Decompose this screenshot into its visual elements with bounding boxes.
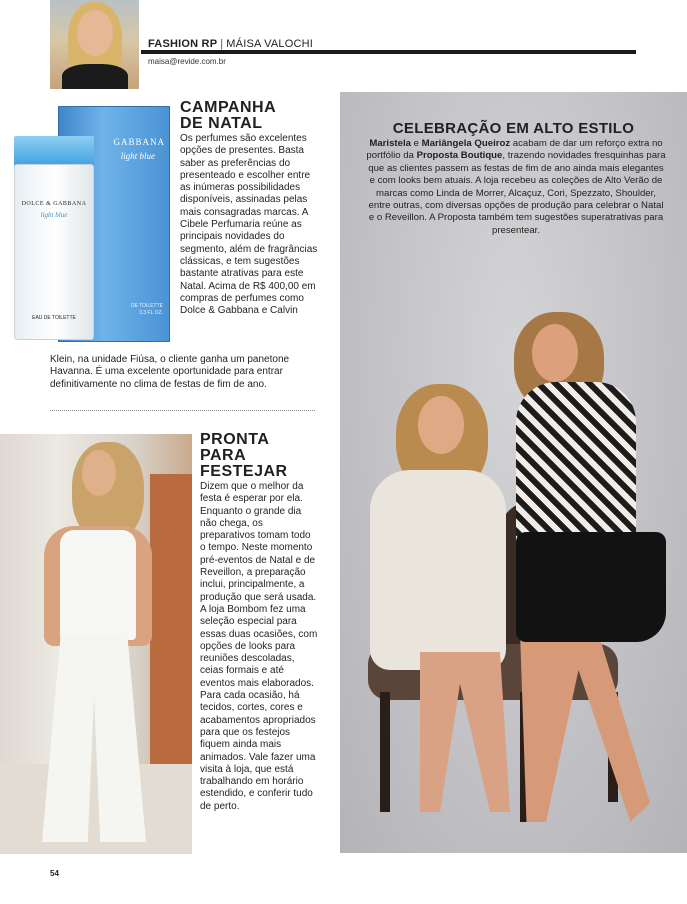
chair-leg [380,692,390,812]
author-email[interactable]: maisa@revide.com.br [148,57,226,66]
photo-door [150,474,192,794]
bottle-cap [14,136,94,166]
conjunction: e [410,138,422,149]
woman-right-top [516,382,636,552]
box-small-line-2: 3.3 FL.OZ. [139,310,163,316]
bottle-brand-text: DOLCE & GABBANA [21,201,87,207]
celebracao-text-2: , trazendo novidades fresquinhas para que as clientes passem as festas de fim de ano ainda mais elegantes e com looks bem atuais. A loja recebeu as coleções de Alto Verão de marcas como Linda de Morrer, Alcaçuz, Cori, Spezzato, Shoulder, entre outras, com diversas opções de produção para celebrar o Natal e o Reveillon. A Proposta também tem sugestões superatrativas para presentear. [368,150,666,236]
celebracao-text-1: acabam de dar um reforço extra no portfólio da [366,138,663,162]
campanha-heading-line-1: CAMPANHA [180,99,277,116]
author-face [77,10,113,56]
column-header [148,38,313,50]
woman-right-legs [520,632,650,822]
bottle-sub-text: light blue [40,211,68,219]
pronta-heading-line-2: PARA [200,447,247,464]
section-divider [50,410,315,411]
woman-right-skirt [516,532,666,642]
author-photo [50,0,139,89]
woman-left-dress [370,470,506,670]
woman-left-face [418,396,464,454]
bottle-edt-text: EAU DE TOILETTE [32,315,76,321]
campanha-body-narrow: Os perfumes são excelentes opções de presentes. Basta saber as preferências do presenteado e escolher entre as inúmeras possibilidades disponíveis, assinadas pelas mais consagradas marcas. A Cibele Perfumaria reúne as principais novidades do segmento, além de fragrâncias clássicas, e tem sugestões bastante atrativas para este Natal. Acima de R$ 400,00 em compras de perfumes como Dolce & Gabbana e Calvin [180,133,318,317]
header-rule [141,50,636,54]
name-mariangela: Mariângela Queiroz [421,138,511,149]
campanha-heading [180,100,276,132]
name-maristela: Maristela [369,138,411,149]
model-face [82,450,116,496]
page-number: 54 [50,869,59,878]
jumpsuit-top [60,530,136,640]
box-sub-text: light blue [120,151,155,161]
author-body [62,64,128,89]
campanha-body-wide: Klein, na unidade Fiúsa, o cliente ganha um panetone Havanna. É uma excelente oportunidade para entrar definitivamente no clima de festas de fim de ano. [50,354,290,390]
column-author: MÁISA VALOCHI [226,38,314,50]
campanha-heading-line-2: DE NATAL [180,115,263,132]
pronta-heading-line-3: FESTEJAR [200,463,288,480]
woman-right-face [532,324,578,382]
box-small-text [131,303,163,317]
perfume-photo [14,104,174,342]
column-section: FASHION RP [148,38,218,50]
store-name: Proposta Boutique [416,150,503,162]
celebracao-body [366,138,666,237]
white-jumpsuit-photo [0,434,192,854]
photo-floor [0,764,192,854]
pronta-heading [200,432,320,480]
boutique-owners-photo [340,92,687,853]
box-small-line-1: DE TOILETTE [130,303,163,309]
pronta-body: Dizem que o melhor da festa é esperar por ela. Enquanto o grande dia não chega, os preparativos tomam todo o tempo. Neste momento pré-eventos de Natal e de Reveillon, a preparação inclui, principalmente, a produção que será usada. A loja Bombom fez uma seleção especial para essas duas ocasiões, com opções de looks para reuniões descoladas, ceias formais e até eventos mais elaborados. Para cada ocasião, há tecidos, cortes, cores e acabamentos apropriados para que os festejos fiquem ainda mais animados. Vale fazer uma visita à loja, que está trabalhando em horário estendido, e conferir tudo de perto. [200,481,318,812]
box-brand-text: GABBANA [113,137,165,147]
pronta-heading-line-1: PRONTA [200,431,270,448]
column-separator: | [220,38,224,50]
perfume-bottle [14,164,94,340]
celebracao-heading: CELEBRAÇÃO EM ALTO ESTILO [392,120,635,137]
woman-left-legs [410,652,510,812]
